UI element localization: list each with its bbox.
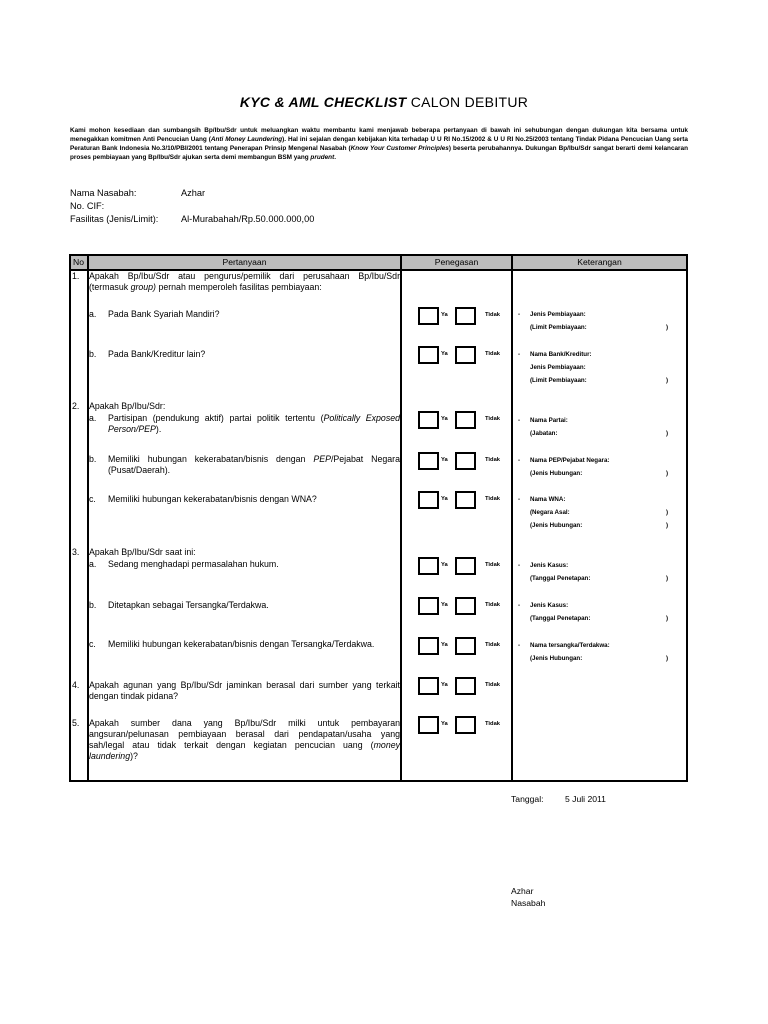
text-segment: Partisipan (pendukung aktif) partai politik tertentu ( bbox=[108, 413, 324, 423]
keterangan-label: (Tanggal Penetapan: bbox=[530, 575, 591, 582]
text-segment: Memiliki hubungan kekerabatan/bisnis dengan Tersangka/Terdakwa. bbox=[108, 639, 375, 649]
sub-letter: a. bbox=[89, 559, 97, 569]
title-rest: CALON DEBITUR bbox=[406, 94, 529, 110]
question-text bbox=[89, 271, 400, 293]
text-segment: Memiliki hubungan kekerabatan/bisnis dengan bbox=[108, 454, 314, 464]
question-number: 4. bbox=[72, 680, 80, 690]
keterangan-line bbox=[518, 655, 668, 667]
header-no: No bbox=[73, 257, 84, 267]
keterangan-paren: ) bbox=[665, 377, 668, 384]
keterangan-line bbox=[518, 575, 668, 587]
question-text bbox=[89, 401, 400, 412]
tidak-checkbox[interactable] bbox=[455, 411, 476, 429]
sub-text bbox=[108, 600, 400, 611]
keterangan-paren: ) bbox=[665, 430, 668, 437]
keterangan-line bbox=[518, 470, 668, 482]
keterangan-line bbox=[518, 351, 668, 363]
sub-text bbox=[108, 494, 400, 505]
keterangan-label: (Negara Asal: bbox=[530, 509, 570, 516]
ya-label: Ya bbox=[441, 457, 448, 463]
ya-label: Ya bbox=[441, 682, 448, 688]
keterangan-label: Jenis Kasus: bbox=[530, 562, 569, 569]
keterangan-label: Jenis Pembiayaan: bbox=[530, 311, 586, 318]
tidak-label: Tidak bbox=[485, 351, 501, 357]
page-title bbox=[0, 94, 768, 110]
sub-question bbox=[89, 600, 400, 611]
ya-label: Ya bbox=[441, 642, 448, 648]
text-segment: ). Hal ini sejalan dengan kebijakan kita terhadap U U RI No.15/2002 & U U RI No.25/2003 tentang Tindak Pidana Pencucian Uang serta Peraturan Bank Indonesia No.3/10/PBI/2001 tentang Penerapan Prinsip Mengenal Nasabah ( bbox=[70, 136, 688, 152]
keterangan-label: Nama PEP/Pejabat Negara: bbox=[530, 457, 610, 464]
tidak-label: Tidak bbox=[485, 602, 501, 608]
keterangan-paren: ) bbox=[665, 655, 668, 662]
keterangan-line bbox=[518, 522, 668, 534]
title-bold: KYC & AML CHECKLIST bbox=[239, 94, 407, 110]
keterangan-dash: - bbox=[518, 351, 521, 358]
text-segment: Politically Exposed Person/PEP bbox=[108, 413, 400, 434]
header-keterangan: Keterangan bbox=[577, 257, 622, 267]
signer-role: Nasabah bbox=[511, 898, 546, 908]
nama-value: Azhar bbox=[181, 188, 206, 198]
text-segment: Pada Bank/Kreditur lain? bbox=[108, 349, 206, 359]
keterangan-dash: - bbox=[518, 642, 521, 649]
text-segment: ) beserta perubahannya. Dukungan Bp/Ibu/Sdr sangat berarti demi kelancaran proses pembiayaan yang Bp/Ibu/Sdr ajukan serta demi membangun BSM yang bbox=[70, 145, 689, 161]
ya-label: Ya bbox=[441, 312, 448, 318]
sub-letter: c. bbox=[89, 494, 96, 504]
keterangan-line bbox=[518, 496, 668, 508]
keterangan-dash: - bbox=[518, 457, 521, 464]
header-pertanyaan: Pertanyaan bbox=[222, 257, 267, 267]
keterangan-label: Jenis Kasus: bbox=[530, 602, 569, 609]
keterangan-line bbox=[518, 602, 668, 614]
keterangan-label: (Jabatan: bbox=[530, 430, 558, 437]
keterangan-label: Jenis Pembiayaan: bbox=[530, 364, 586, 371]
ya-label: Ya bbox=[441, 602, 448, 608]
yes-no-check bbox=[418, 677, 538, 695]
ya-checkbox[interactable] bbox=[418, 346, 439, 364]
ya-label: Ya bbox=[441, 721, 448, 727]
keterangan-label: (Limit Pembiayaan: bbox=[530, 377, 587, 384]
yes-no-check bbox=[418, 716, 538, 734]
ya-label: Ya bbox=[441, 562, 448, 568]
tidak-label: Tidak bbox=[485, 496, 501, 502]
keterangan-label: (Limit Pembiayaan: bbox=[530, 324, 587, 331]
keterangan-label: Nama Bank/Kreditur: bbox=[530, 351, 592, 358]
tidak-checkbox[interactable] bbox=[455, 557, 476, 575]
ya-label: Ya bbox=[441, 416, 448, 422]
text-segment: group) bbox=[130, 282, 156, 292]
intro-paragraph bbox=[70, 126, 688, 162]
keterangan-label: (Jenis Hubungan: bbox=[530, 522, 583, 529]
keterangan-line bbox=[518, 430, 668, 442]
fasilitas-value: Al-Murabahah/Rp.50.000.000,00 bbox=[181, 214, 315, 224]
text-segment: /Pejabat Negara (Pusat/Daerah). bbox=[108, 454, 400, 475]
fasilitas-label: Fasilitas (Jenis/Limit): bbox=[70, 214, 159, 224]
text-segment: Know Your Customer Principles bbox=[350, 145, 449, 152]
tidak-checkbox[interactable] bbox=[455, 716, 476, 734]
text-segment: Pada Bank Syariah Mandiri? bbox=[108, 309, 220, 319]
sub-letter: b. bbox=[89, 600, 97, 610]
sub-question bbox=[89, 349, 400, 360]
ya-checkbox[interactable] bbox=[418, 452, 439, 470]
ya-checkbox[interactable] bbox=[418, 411, 439, 429]
tidak-label: Tidak bbox=[485, 682, 501, 688]
tidak-label: Tidak bbox=[485, 562, 501, 568]
sub-text bbox=[108, 413, 400, 435]
keterangan-label: (Jenis Hubungan: bbox=[530, 470, 583, 477]
tidak-checkbox[interactable] bbox=[455, 637, 476, 655]
tidak-label: Tidak bbox=[485, 457, 501, 463]
sub-letter: b. bbox=[89, 454, 97, 464]
tidak-label: Tidak bbox=[485, 721, 501, 727]
sub-letter: b. bbox=[89, 349, 97, 359]
keterangan-line bbox=[518, 615, 668, 627]
tidak-label: Tidak bbox=[485, 416, 501, 422]
keterangan-line bbox=[518, 457, 668, 469]
keterangan-line bbox=[518, 364, 668, 376]
sub-question bbox=[89, 413, 400, 435]
tidak-checkbox[interactable] bbox=[455, 307, 476, 325]
signer-name: Azhar bbox=[511, 886, 534, 896]
tanggal-value: 5 Juli 2011 bbox=[565, 794, 606, 804]
sub-text bbox=[108, 454, 400, 476]
text-segment: PEP bbox=[313, 454, 331, 464]
text-segment: Apakah sumber dana yang Bp/Ibu/Sdr milki untuk pembayaran angsuran/pelunasan pembiayaan berasal dari pendapatan/usaha yang sah/legal atau tidak terkait dengan kegiatan pencucian uang ( bbox=[89, 718, 400, 750]
keterangan-line bbox=[518, 417, 668, 429]
text-segment: )? bbox=[130, 751, 138, 761]
text-segment: Anti Money Laundering bbox=[210, 136, 283, 143]
sub-letter: a. bbox=[89, 309, 97, 319]
keterangan-paren: ) bbox=[665, 470, 668, 477]
keterangan-paren: ) bbox=[665, 575, 668, 582]
sub-letter: a. bbox=[89, 413, 97, 423]
text-segment: prudent bbox=[310, 154, 335, 161]
keterangan-label: (Jenis Hubungan: bbox=[530, 655, 583, 662]
text-segment: Sedang menghadapi permasalahan hukum. bbox=[108, 559, 279, 569]
question-text bbox=[89, 547, 400, 558]
text-segment: Apakah agunan yang Bp/Ibu/Sdr jaminkan berasal dari sumber yang terkait dengan tindak pidana? bbox=[89, 680, 400, 701]
keterangan-dash: - bbox=[518, 417, 521, 424]
keterangan-label: Nama WNA: bbox=[530, 496, 566, 503]
keterangan-dash: - bbox=[518, 496, 521, 503]
tidak-checkbox[interactable] bbox=[455, 346, 476, 364]
tidak-checkbox[interactable] bbox=[455, 452, 476, 470]
ya-checkbox[interactable] bbox=[418, 716, 439, 734]
tidak-label: Tidak bbox=[485, 312, 501, 318]
col-divider bbox=[400, 256, 402, 780]
keterangan-label: Nama Partai: bbox=[530, 417, 568, 424]
ya-checkbox[interactable] bbox=[418, 677, 439, 695]
text-segment: ). bbox=[155, 424, 162, 434]
question-number: 2. bbox=[72, 401, 80, 411]
keterangan-paren: ) bbox=[665, 509, 668, 516]
text-segment: Apakah Bp/Ibu/Sdr atau pengurus/pemilik dari perusahaan Bp/Ibu/Sdr (termasuk bbox=[89, 271, 400, 292]
text-segment: . bbox=[334, 154, 336, 161]
text-segment: pernah memperoleh fasilitas pembiayaan: bbox=[156, 282, 322, 292]
keterangan-label: Nama tersangka/Terdakwa: bbox=[530, 642, 610, 649]
tanggal-label: Tanggal: bbox=[511, 794, 544, 804]
keterangan-paren: ) bbox=[665, 615, 668, 622]
question-text bbox=[89, 718, 400, 762]
sub-question bbox=[89, 559, 400, 570]
ya-checkbox[interactable] bbox=[418, 557, 439, 575]
question-number: 3. bbox=[72, 547, 80, 557]
keterangan-line bbox=[518, 377, 668, 389]
keterangan-paren: ) bbox=[665, 522, 668, 529]
keterangan-dash: - bbox=[518, 311, 521, 318]
ya-label: Ya bbox=[441, 496, 448, 502]
tidak-checkbox[interactable] bbox=[455, 597, 476, 615]
keterangan-line bbox=[518, 642, 668, 654]
ya-checkbox[interactable] bbox=[418, 637, 439, 655]
text-segment: Kami mohon kesediaan dan sumbangsih Bp/Ibu/Sdr untuk meluangkan waktu membantu kami menjawab beberapa pertanyaan di bawah ini sehubungan dengan dukungan kita bersama untuk menegakkan komitmen Anti Pencucian Uang ( bbox=[70, 127, 688, 143]
keterangan-line bbox=[518, 509, 668, 521]
keterangan-line bbox=[518, 311, 668, 323]
question-number: 5. bbox=[72, 718, 80, 728]
sub-text bbox=[108, 559, 400, 570]
keterangan-dash: - bbox=[518, 602, 521, 609]
question-number: 1. bbox=[72, 271, 80, 281]
ya-label: Ya bbox=[441, 351, 448, 357]
tidak-checkbox[interactable] bbox=[455, 491, 476, 509]
col-divider bbox=[511, 256, 513, 780]
ya-checkbox[interactable] bbox=[418, 597, 439, 615]
keterangan-dash: - bbox=[518, 562, 521, 569]
sub-question bbox=[89, 454, 400, 476]
checklist-table bbox=[69, 254, 688, 782]
sub-text bbox=[108, 639, 400, 650]
text-segment: Apakah Bp/Ibu/Sdr: bbox=[89, 401, 166, 411]
text-segment: Apakah Bp/Ibu/Sdr saat ini: bbox=[89, 547, 196, 557]
header-penegasan: Penegasan bbox=[434, 257, 479, 267]
keterangan-paren: ) bbox=[665, 324, 668, 331]
text-segment: Ditetapkan sebagai Tersangka/Terdakwa. bbox=[108, 600, 269, 610]
sub-question bbox=[89, 639, 400, 650]
cif-label: No. CIF: bbox=[70, 201, 105, 211]
question-text bbox=[89, 680, 400, 702]
sub-text bbox=[108, 309, 400, 320]
keterangan-line bbox=[518, 324, 668, 336]
sub-question bbox=[89, 494, 400, 505]
tidak-checkbox[interactable] bbox=[455, 677, 476, 695]
text-segment: Memiliki hubungan kekerabatan/bisnis dengan WNA? bbox=[108, 494, 317, 504]
keterangan-line bbox=[518, 562, 668, 574]
sub-question bbox=[89, 309, 400, 320]
keterangan-label: (Tanggal Penetapan: bbox=[530, 615, 591, 622]
sub-letter: c. bbox=[89, 639, 96, 649]
text-segment: money laundering bbox=[89, 740, 400, 761]
ya-checkbox[interactable] bbox=[418, 491, 439, 509]
tidak-label: Tidak bbox=[485, 642, 501, 648]
table-header bbox=[71, 256, 686, 271]
ya-checkbox[interactable] bbox=[418, 307, 439, 325]
sub-text bbox=[108, 349, 400, 360]
nama-label: Nama Nasabah: bbox=[70, 188, 137, 198]
